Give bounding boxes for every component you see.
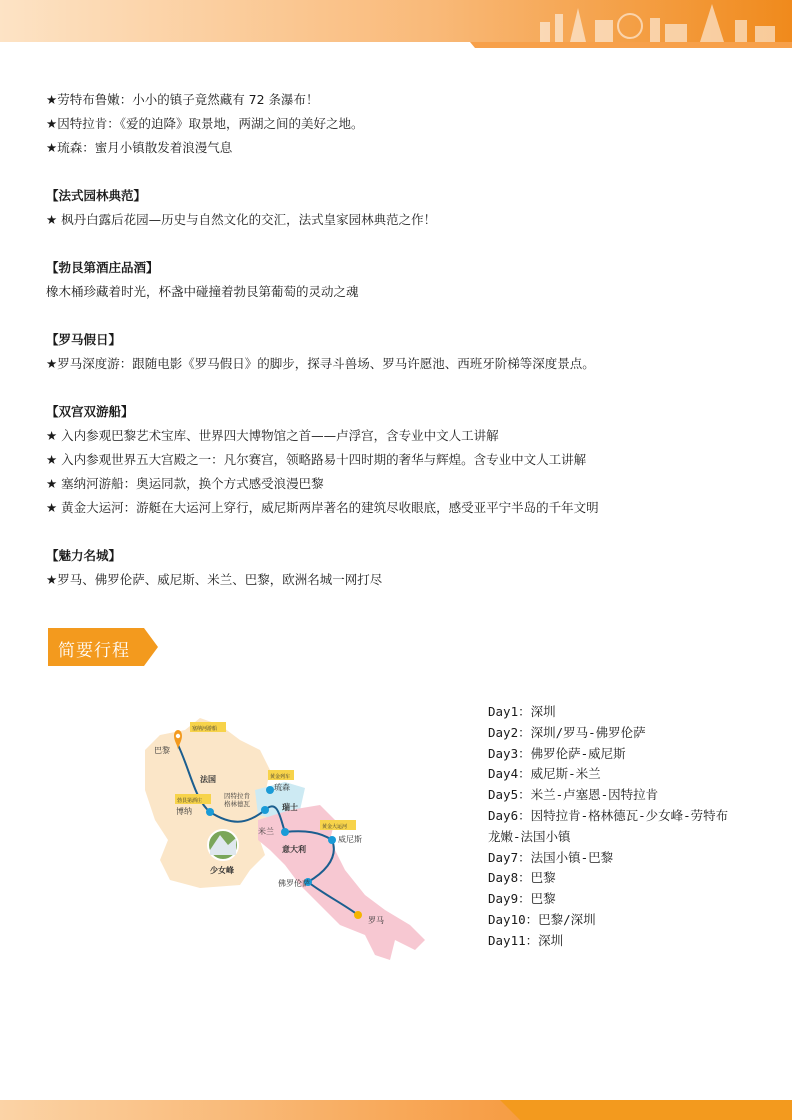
map-tag-golden-train-label: 黄金列车 <box>270 774 291 780</box>
intro-line: ★因特拉肯：《爱的迫降》取景地，两湖之间的美好之地。 <box>46 116 364 131</box>
map-tag-golden-train <box>268 770 294 780</box>
section-heading: 【魅力名城】 <box>46 548 122 563</box>
itinerary-item: Day7：法国小镇-巴黎 <box>488 849 614 865</box>
city-dot-interlaken <box>261 806 269 814</box>
feature-highlights <box>46 88 746 592</box>
country-label-france: 法国 <box>200 775 216 784</box>
itinerary-item: Day11：深圳 <box>488 932 564 948</box>
map-tag-burgundy <box>175 794 211 804</box>
itinerary-item: Day4：威尼斯-米兰 <box>488 766 601 782</box>
city-label-interlaken: 因特拉肯 <box>224 792 250 800</box>
city-label-paris: 巴黎 <box>154 746 170 755</box>
bottom-banner <box>0 1100 792 1120</box>
itinerary-item: Day6：因特拉肯-格林德瓦-少女峰-劳特布 <box>488 807 729 823</box>
itinerary-list <box>488 702 758 952</box>
map-tag-seine <box>190 722 226 732</box>
section-line: ★ 入内参观世界五大宫殿之一：凡尔赛宫，领略路易十四时期的奢华与辉煌。含专业中文人工讲解 <box>46 452 587 467</box>
itinerary-item: Day9：巴黎 <box>488 891 556 907</box>
section-line: ★罗马深度游：跟随电影《罗马假日》的脚步，探寻斗兽场、罗马许愿池、西班牙阶梯等深度景点。 <box>46 356 595 371</box>
route-map <box>140 710 430 980</box>
itinerary-item: Day5：米兰-卢塞恩-因特拉肯 <box>488 787 659 803</box>
country-label-italy: 意大利 <box>282 845 306 854</box>
city-label-jungfrau: 少女峰 <box>210 866 234 875</box>
itinerary-item: Day1：深圳 <box>488 704 556 719</box>
map-tag-grand-canal-label: 黄金大运河 <box>322 824 348 830</box>
map-tag-burgundy-label: 勃艮第酒庄 <box>177 798 203 804</box>
section-line: ★ 塞纳河游船：奥运同款，换个方式感受浪漫巴黎 <box>46 476 324 491</box>
section-heading: 【勃艮第酒庄品酒】 <box>46 260 159 275</box>
section-line: ★ 黄金大运河：游艇在大运河上穿行，威尼斯两岸著名的建筑尽收眼底，感受亚平宁半岛的千年文明 <box>46 500 599 515</box>
city-dot-rome <box>354 911 362 919</box>
map-tag-seine-label: 塞纳河游船 <box>192 726 218 732</box>
intro-line: ★劳特布鲁嫩：小小的镇子竟然藏有 72 条瀑布！ <box>46 92 319 107</box>
section-heading: 【法式园林典范】 <box>46 188 147 203</box>
intro-line: ★琉森：蜜月小镇散发着浪漫气息 <box>46 140 233 155</box>
city-label-lucerne: 琉森 <box>274 783 290 792</box>
section-line: ★ 枫丹白露后花园—历史与自然文化的交汇，法式皇家园林典范之作！ <box>46 212 437 227</box>
top-banner <box>0 0 792 48</box>
itinerary-item: Day10：巴黎/深圳 <box>488 911 596 927</box>
itinerary-item: 龙嫩-法国小镇 <box>488 828 571 844</box>
jungfrau-photo-icon <box>208 830 238 860</box>
section-heading: 【双宫双游船】 <box>46 404 134 419</box>
city-dot-lucerne <box>266 786 274 794</box>
city-dot-venice <box>328 836 336 844</box>
city-label-florence: 佛罗伦萨 <box>278 879 310 888</box>
country-label-switzerland: 瑞士 <box>282 803 298 812</box>
city-label-grindelwald: 格林德瓦 <box>224 800 250 808</box>
city-label-rome: 罗马 <box>368 916 384 925</box>
map-tag-grand-canal <box>320 820 356 830</box>
itinerary-item: Day2：深圳/罗马-佛罗伦萨 <box>488 724 646 740</box>
itinerary-item: Day8：巴黎 <box>488 870 556 886</box>
city-dot-milan <box>281 828 289 836</box>
section-heading: 【罗马假日】 <box>46 332 122 347</box>
section-line: ★罗马、佛罗伦萨、威尼斯、米兰、巴黎，欧洲名城一网打尽 <box>46 572 383 587</box>
city-label-beaune: 博纳 <box>176 807 192 816</box>
city-dot-beaune <box>206 808 214 816</box>
city-label-milan: 米兰 <box>258 827 274 836</box>
section-line: ★ 入内参观巴黎艺术宝库、世界四大博物馆之首——卢浮宫，含专业中文人工讲解 <box>46 428 499 443</box>
city-label-venice: 威尼斯 <box>338 835 362 844</box>
itinerary-item: Day3：佛罗伦萨-威尼斯 <box>488 745 626 761</box>
section-tag-title: 简要行程 <box>58 641 130 661</box>
section-line: 橡木桶珍藏着时光，杯盏中碰撞着勃艮第葡萄的灵动之魂 <box>46 284 359 299</box>
